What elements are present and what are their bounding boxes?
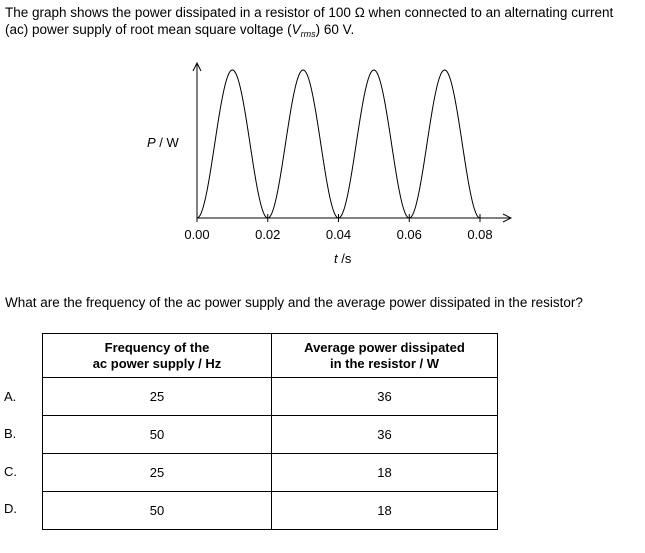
option-letter-c[interactable]: C. [4,464,17,479]
question-prompt: What are the frequency of the ac power supply and the average power dissipated in the resistor? [5,295,583,310]
x-tick-label: 0.06 [396,227,422,242]
ohm-symbol: Ω [354,5,365,20]
frequency-cell: 50 [43,492,272,530]
x-tick-label: 0.08 [467,227,493,242]
option-letter-d[interactable]: D. [4,501,17,516]
option-row-c[interactable] [43,454,498,492]
stem-text-3: ) 60 V. [315,22,355,37]
frequency-cell: 25 [43,454,272,492]
power-cell: 18 [272,492,498,530]
option-row-a[interactable] [43,378,498,416]
power-cell: 18 [272,454,498,492]
y-axis-label: P / W [147,135,179,150]
power-cell: 36 [272,378,498,416]
option-letter-b[interactable]: B. [4,426,17,441]
frequency-cell: 25 [43,378,272,416]
x-axis-label: t /s [334,251,352,266]
frequency-cell: 50 [43,416,272,454]
voltage-symbol: V [291,22,301,37]
option-row-b[interactable] [43,416,498,454]
power-curve [197,70,480,218]
x-tick-label: 0.02 [255,227,281,242]
options-table [42,333,498,530]
x-tick-label: 0.00 [184,227,210,242]
frequency-header: Frequency of the ac power supply / Hz [43,334,272,378]
power-header: Average power dissipated in the resistor / W [272,334,498,378]
x-tick-label: 0.04 [325,227,352,242]
option-row-d[interactable] [43,492,498,530]
stem-text-2: when connected to an alternating current (ac) power supply of root mean square voltage ( [5,5,614,37]
power-cell: 36 [272,416,498,454]
table-header-row [43,334,498,378]
stem-text-1: The graph shows the power dissipated in a resistor of 100 [5,5,355,20]
rms-subscript: rms [300,29,316,39]
option-letter-a[interactable]: A. [4,389,17,404]
